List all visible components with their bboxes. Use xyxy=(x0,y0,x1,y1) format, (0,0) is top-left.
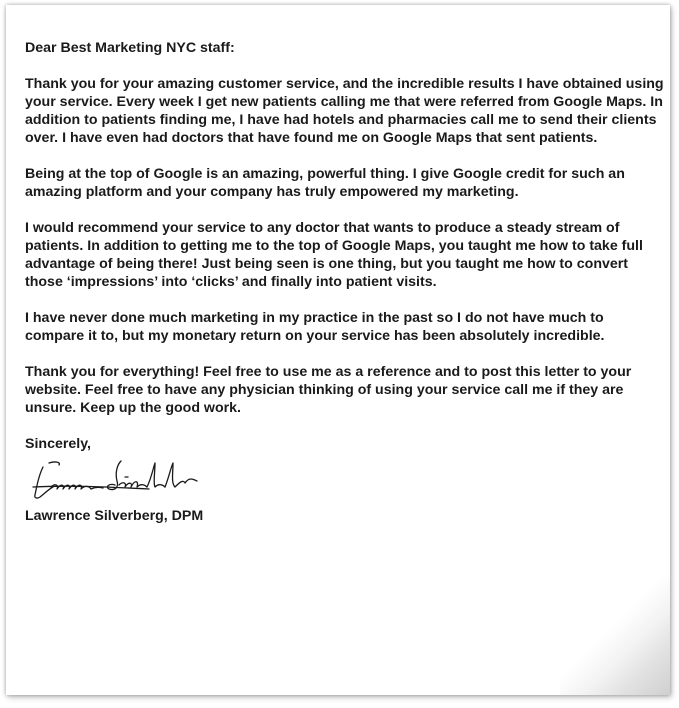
paragraph-4: I have never done much marketing in my practice in the past so I do not have much to compare it to, but my monetary return on your service has been absolutely incredible. xyxy=(25,310,605,344)
closing: Sincerely, xyxy=(25,436,91,452)
letter-paper xyxy=(6,5,670,695)
handwritten-signature xyxy=(29,457,209,501)
paragraph-1: Thank you for your amazing customer service, and the incredible results I have obtained using your service. Every week I get new patients calling me that were referred from Google Maps. In addition to patients finding me, I have had hotels and pharmacies call me to send their clients over. I have even had doctors that have found me on Google Maps that sent patients. xyxy=(25,76,664,146)
salutation: Dear Best Marketing NYC staff: xyxy=(25,40,235,56)
signer-name: Lawrence Silverberg, DPM xyxy=(25,508,204,524)
paragraph-5: Thank you for everything! Feel free to use me as a reference and to post this letter to your website. Feel free to have any physician thinking of using your service call me if they are unsure. Keep up the good work. xyxy=(25,364,632,416)
paragraph-2: Being at the top of Google is an amazing, powerful thing. I give Google credit for such an amazing platform and your company has truly empowered my marketing. xyxy=(25,166,625,200)
paragraph-3: I would recommend your service to any doctor that wants to produce a steady stream of patients. In addition to getting me to the top of Google Maps, you taught me how to take full advantage of being there! Just being seen is one thing, but you taught me how to convert those ‘impressions’ into ‘clicks’ and finally into patient visits. xyxy=(25,220,643,290)
page-curl xyxy=(560,575,670,695)
letter-body xyxy=(25,39,665,543)
